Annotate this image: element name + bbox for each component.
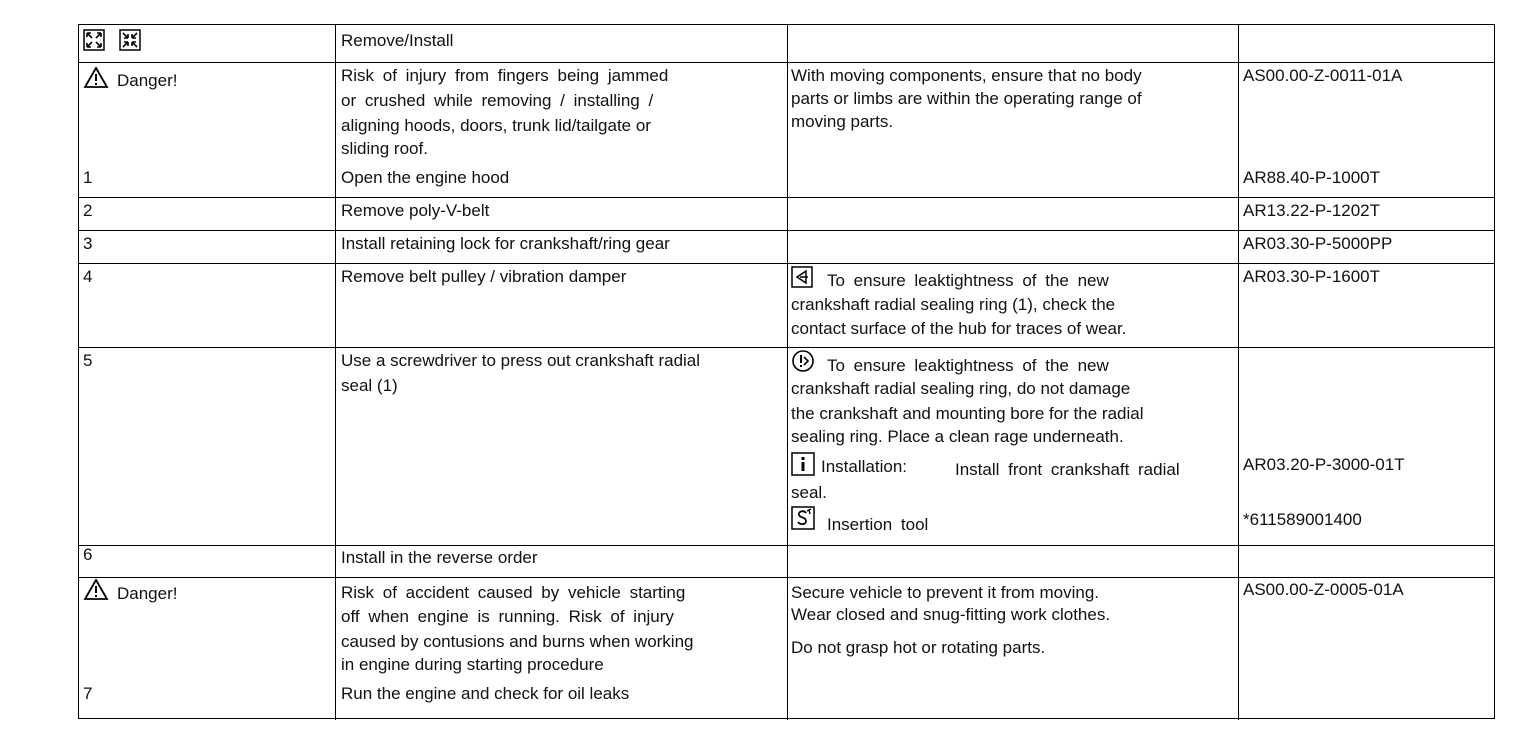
installation-text: Install front crankshaft radial xyxy=(955,460,1180,479)
step-number: 5 xyxy=(83,351,93,370)
section-title: Remove/Install xyxy=(341,31,454,50)
table-row-step-4 xyxy=(79,264,1494,348)
step-text: Run the engine and check for oil leaks xyxy=(341,684,630,703)
table-row-step-2 xyxy=(79,198,1494,231)
step-number: 1 xyxy=(83,168,93,187)
step-text: Remove belt pulley / vibration damper xyxy=(341,267,627,286)
table-row-danger-1 xyxy=(79,63,1494,198)
step-text: Remove poly-V-belt xyxy=(341,201,490,220)
risk-line: Risk of accident caused by vehicle starting xyxy=(341,583,686,602)
document-ref: AR03.20-P-3000-01T xyxy=(1243,455,1405,474)
step-number: 6 xyxy=(83,545,93,564)
installation-label: Installation: xyxy=(821,457,907,476)
measure-line: Do not grasp hot or rotating parts. xyxy=(791,638,1046,657)
tool-part-number: *611589001400 xyxy=(1243,510,1362,529)
step-text: Use a screwdriver to press out crankshaft radial xyxy=(341,351,701,370)
note-line: To ensure leaktightness of the new xyxy=(827,356,1109,375)
tool-icon xyxy=(791,506,815,535)
measure-line: Secure vehicle to prevent it from moving. xyxy=(791,583,1100,602)
step-text: Install in the reverse order xyxy=(341,548,538,567)
table-row-header xyxy=(79,25,1494,63)
caution-circle-icon xyxy=(791,349,815,378)
note-arrow-icon xyxy=(791,266,813,293)
measure-line: moving parts. xyxy=(791,112,894,131)
step-text: Open the engine hood xyxy=(341,168,510,187)
measure-line: Wear closed and snug-fitting work clothes. xyxy=(791,605,1111,624)
danger-label: Danger! xyxy=(117,584,178,603)
note-line: contact surface of the hub for traces of wear. xyxy=(791,319,1127,338)
warning-triangle-icon xyxy=(83,578,109,606)
risk-line: Risk of injury from fingers being jammed xyxy=(341,66,669,85)
danger-label: Danger! xyxy=(117,71,178,90)
step-number: 4 xyxy=(83,267,93,286)
info-icon xyxy=(791,452,815,481)
risk-line: or crushed while removing / installing / xyxy=(341,91,654,110)
document-ref: AR13.22-P-1202T xyxy=(1243,201,1381,220)
installation-text: seal. xyxy=(791,483,827,502)
risk-line: caused by contusions and burns when working xyxy=(341,632,694,651)
warning-triangle-icon xyxy=(83,66,109,94)
note-line: the crankshaft and mounting bore for the radial xyxy=(791,404,1144,423)
risk-line: aligning hoods, doors, trunk lid/tailgate or xyxy=(341,116,651,135)
step-number: 2 xyxy=(83,201,93,220)
measure-line: With moving components, ensure that no body xyxy=(791,66,1142,85)
collapse-arrows-icon xyxy=(119,29,141,56)
note-line: crankshaft radial sealing ring, do not damage xyxy=(791,379,1131,398)
table-row-step-5 xyxy=(79,348,1494,546)
note-line: sealing ring. Place a clean rage underneath. xyxy=(791,427,1124,446)
document-ref: AS00.00-Z-0011-01A xyxy=(1243,66,1403,85)
step-text: Install retaining lock for crankshaft/ring gear xyxy=(341,234,670,253)
risk-line: sliding roof. xyxy=(341,139,428,158)
document-ref: AS00.00-Z-0005-01A xyxy=(1243,580,1404,599)
document-ref: AR03.30-P-5000PP xyxy=(1243,234,1393,253)
note-line: crankshaft radial sealing ring (1), check the xyxy=(791,295,1116,314)
step-number: 7 xyxy=(83,684,93,703)
measure-line: parts or limbs are within the operating range of xyxy=(791,89,1142,108)
tool-label: Insertion tool xyxy=(827,515,929,534)
table-row-step-6 xyxy=(79,546,1494,578)
step-text: seal (1) xyxy=(341,376,398,395)
expand-arrows-icon xyxy=(83,29,105,56)
document-ref: AR88.40-P-1000T xyxy=(1243,168,1381,187)
document-ref: AR03.30-P-1600T xyxy=(1243,267,1381,286)
risk-line: in engine during starting procedure xyxy=(341,655,604,674)
procedure-table xyxy=(78,24,1495,719)
note-line: To ensure leaktightness of the new xyxy=(827,271,1109,290)
table-row-step-3 xyxy=(79,231,1494,264)
risk-line: off when engine is running. Risk of injury xyxy=(341,607,674,626)
step-number: 3 xyxy=(83,234,93,253)
table-row-danger-2 xyxy=(79,578,1494,720)
